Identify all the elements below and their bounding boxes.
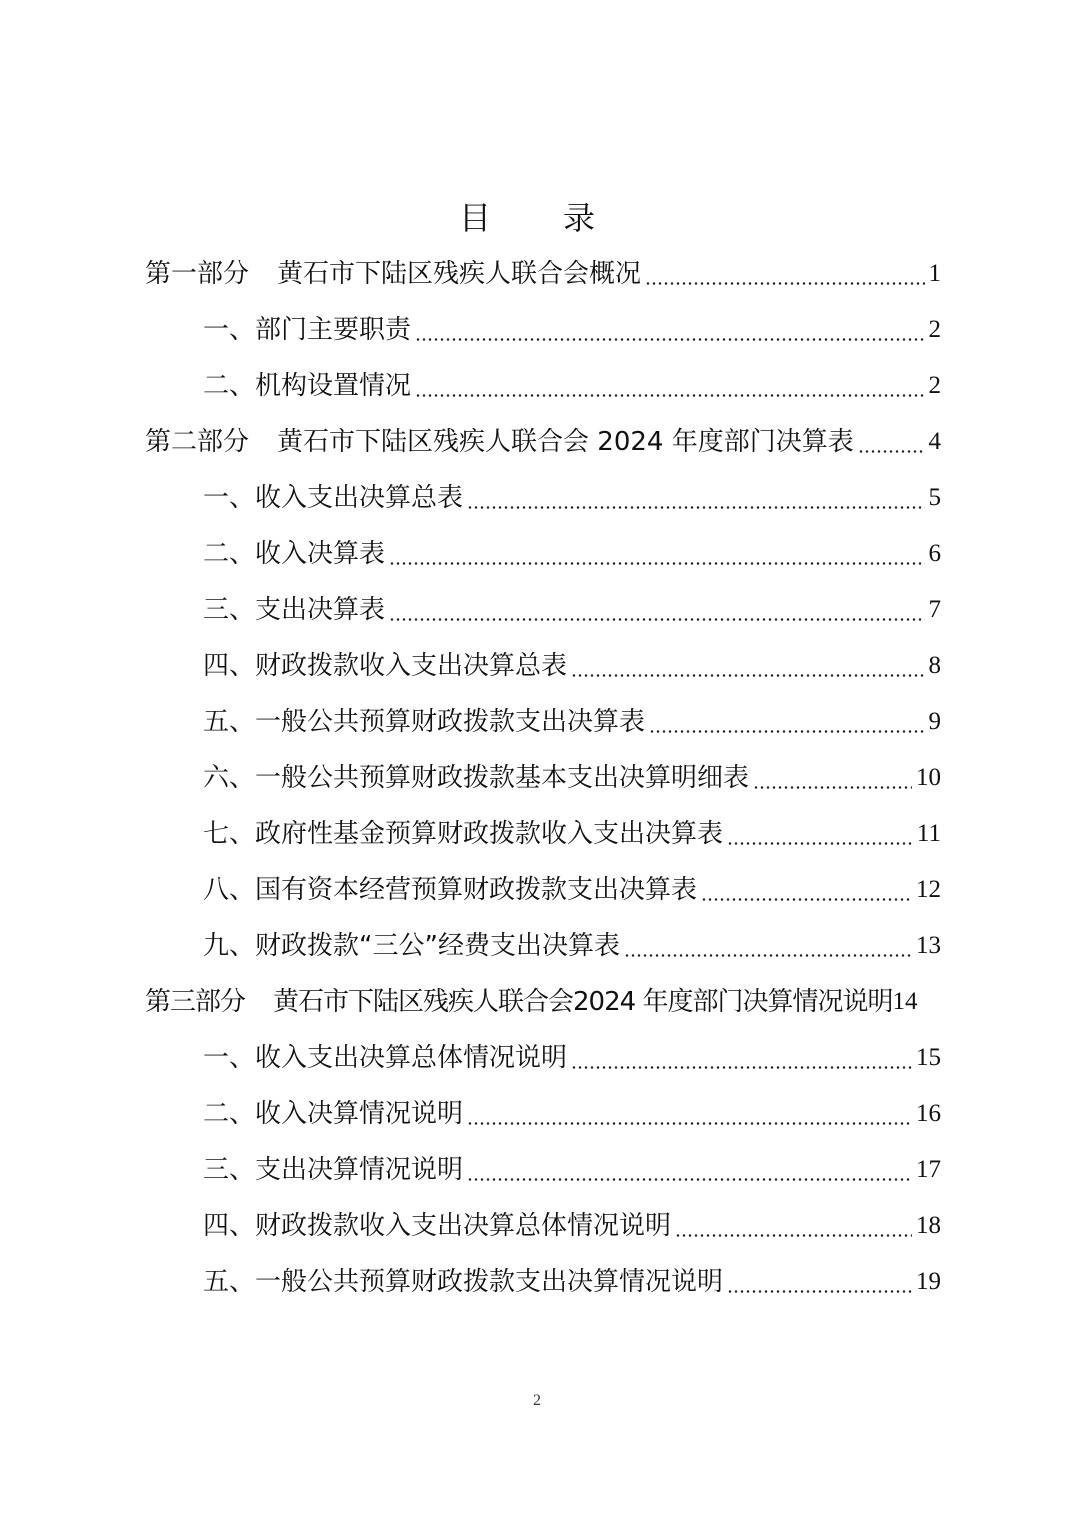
toc-entry-text: 二、收入决算情况说明 — [203, 1099, 464, 1129]
toc-entry-text: 第三部分 黄石市下陆区残疾人联合会2024 年度部门决算情况说明 — [145, 987, 893, 1017]
toc-page-number: 10 — [916, 764, 941, 791]
toc-page-number: 12 — [916, 876, 941, 903]
toc-page-number: 19 — [916, 1268, 941, 1295]
toc-entry[interactable] — [203, 474, 941, 522]
toc-entry-text: 第二部分 黄石市下陆区残疾人联合会 2024 年度部门决算表 — [145, 427, 854, 457]
toc-entry-text: 一、部门主要职责 — [203, 315, 412, 345]
toc-entry[interactable] — [203, 866, 941, 914]
toc-entry[interactable] — [203, 530, 941, 578]
toc-page-number: 2 — [928, 372, 941, 399]
toc-entry[interactable] — [203, 1034, 941, 1082]
toc-entry-part-2[interactable] — [145, 418, 941, 466]
toc-page-number: 7 — [928, 596, 941, 623]
toc-entry[interactable] — [203, 754, 941, 802]
dot-leader — [415, 338, 924, 341]
toc-entry[interactable] — [203, 1090, 941, 1138]
toc-page-number: 15 — [916, 1044, 941, 1071]
dot-leader — [571, 674, 924, 677]
dot-leader — [645, 282, 924, 285]
toc-entry-text: 二、收入决算表 — [203, 539, 386, 569]
toc-page-number: 11 — [916, 820, 941, 847]
toc-entry-text: 第一部分 黄石市下陆区残疾人联合会概况 — [145, 259, 642, 289]
toc-entry[interactable] — [203, 642, 941, 690]
toc-entry-text: 三、支出决算表 — [203, 595, 386, 625]
toc-entry-text: 一、收入支出决算总表 — [203, 483, 464, 513]
toc-page-number: 16 — [916, 1100, 941, 1127]
toc-page-number: 5 — [928, 484, 941, 511]
toc-entry-text: 四、财政拨款收入支出决算总表 — [203, 651, 568, 681]
toc-page-number: 14 — [892, 988, 918, 1015]
toc-entry-text: 五、一般公共预算财政拨款支出决算表 — [203, 707, 646, 737]
toc-entry-text: 四、财政拨款收入支出决算总体情况说明 — [203, 1211, 672, 1241]
toc-page-number: 2 — [928, 316, 941, 343]
dot-leader — [389, 562, 924, 565]
dot-leader — [467, 1122, 912, 1125]
toc-entry-text: 八、国有资本经营预算财政拨款支出决算表 — [203, 875, 698, 905]
dot-leader — [675, 1234, 912, 1237]
footer-page-number: 2 — [533, 1392, 541, 1409]
toc-entry-part-3[interactable] — [145, 978, 941, 1026]
toc-entry-text: 六、一般公共预算财政拨款基本支出决算明细表 — [203, 763, 750, 793]
dot-leader — [571, 1066, 912, 1069]
dot-leader — [467, 1178, 912, 1181]
toc-entry[interactable] — [203, 922, 941, 970]
toc-entry[interactable] — [203, 698, 941, 746]
toc-entry[interactable] — [203, 1202, 941, 1250]
dot-leader — [389, 618, 924, 621]
dot-leader — [649, 730, 924, 733]
toc-page-number: 9 — [928, 708, 941, 735]
toc-entry-text: 五、一般公共预算财政拨款支出决算情况说明 — [203, 1267, 724, 1297]
dot-leader — [624, 954, 912, 957]
toc-entry[interactable] — [203, 362, 941, 410]
toc-entry[interactable] — [203, 1258, 941, 1306]
toc-entry-text: 二、机构设置情况 — [203, 371, 412, 401]
dot-leader — [415, 394, 924, 397]
toc-entry[interactable] — [203, 1146, 941, 1194]
toc-page-number: 1 — [928, 260, 941, 287]
toc-title: 目 录 — [458, 199, 615, 237]
toc-entry-text: 一、收入支出决算总体情况说明 — [203, 1043, 568, 1073]
toc-page-number: 17 — [916, 1156, 941, 1183]
dot-leader — [727, 842, 913, 845]
dot-leader — [727, 1290, 912, 1293]
dot-leader — [753, 786, 912, 789]
toc-page-number: 4 — [928, 428, 941, 455]
dot-leader — [467, 506, 924, 509]
toc-page-number: 13 — [916, 932, 941, 959]
toc-page-number: 6 — [928, 540, 941, 567]
toc-entry[interactable] — [203, 306, 941, 354]
toc-entry[interactable] — [203, 586, 941, 634]
dot-leader — [701, 898, 912, 901]
toc-page-number: 8 — [928, 652, 941, 679]
toc-entry-text: 三、支出决算情况说明 — [203, 1155, 464, 1185]
toc-entry-text: 七、政府性基金预算财政拨款收入支出决算表 — [203, 819, 724, 849]
toc-page-number: 18 — [916, 1212, 941, 1239]
toc-entry[interactable] — [203, 810, 941, 858]
toc-entry-part-1[interactable] — [145, 250, 941, 298]
toc-entry-text: 九、财政拨款“三公”经费支出决算表 — [203, 931, 620, 961]
dot-leader — [858, 450, 925, 453]
